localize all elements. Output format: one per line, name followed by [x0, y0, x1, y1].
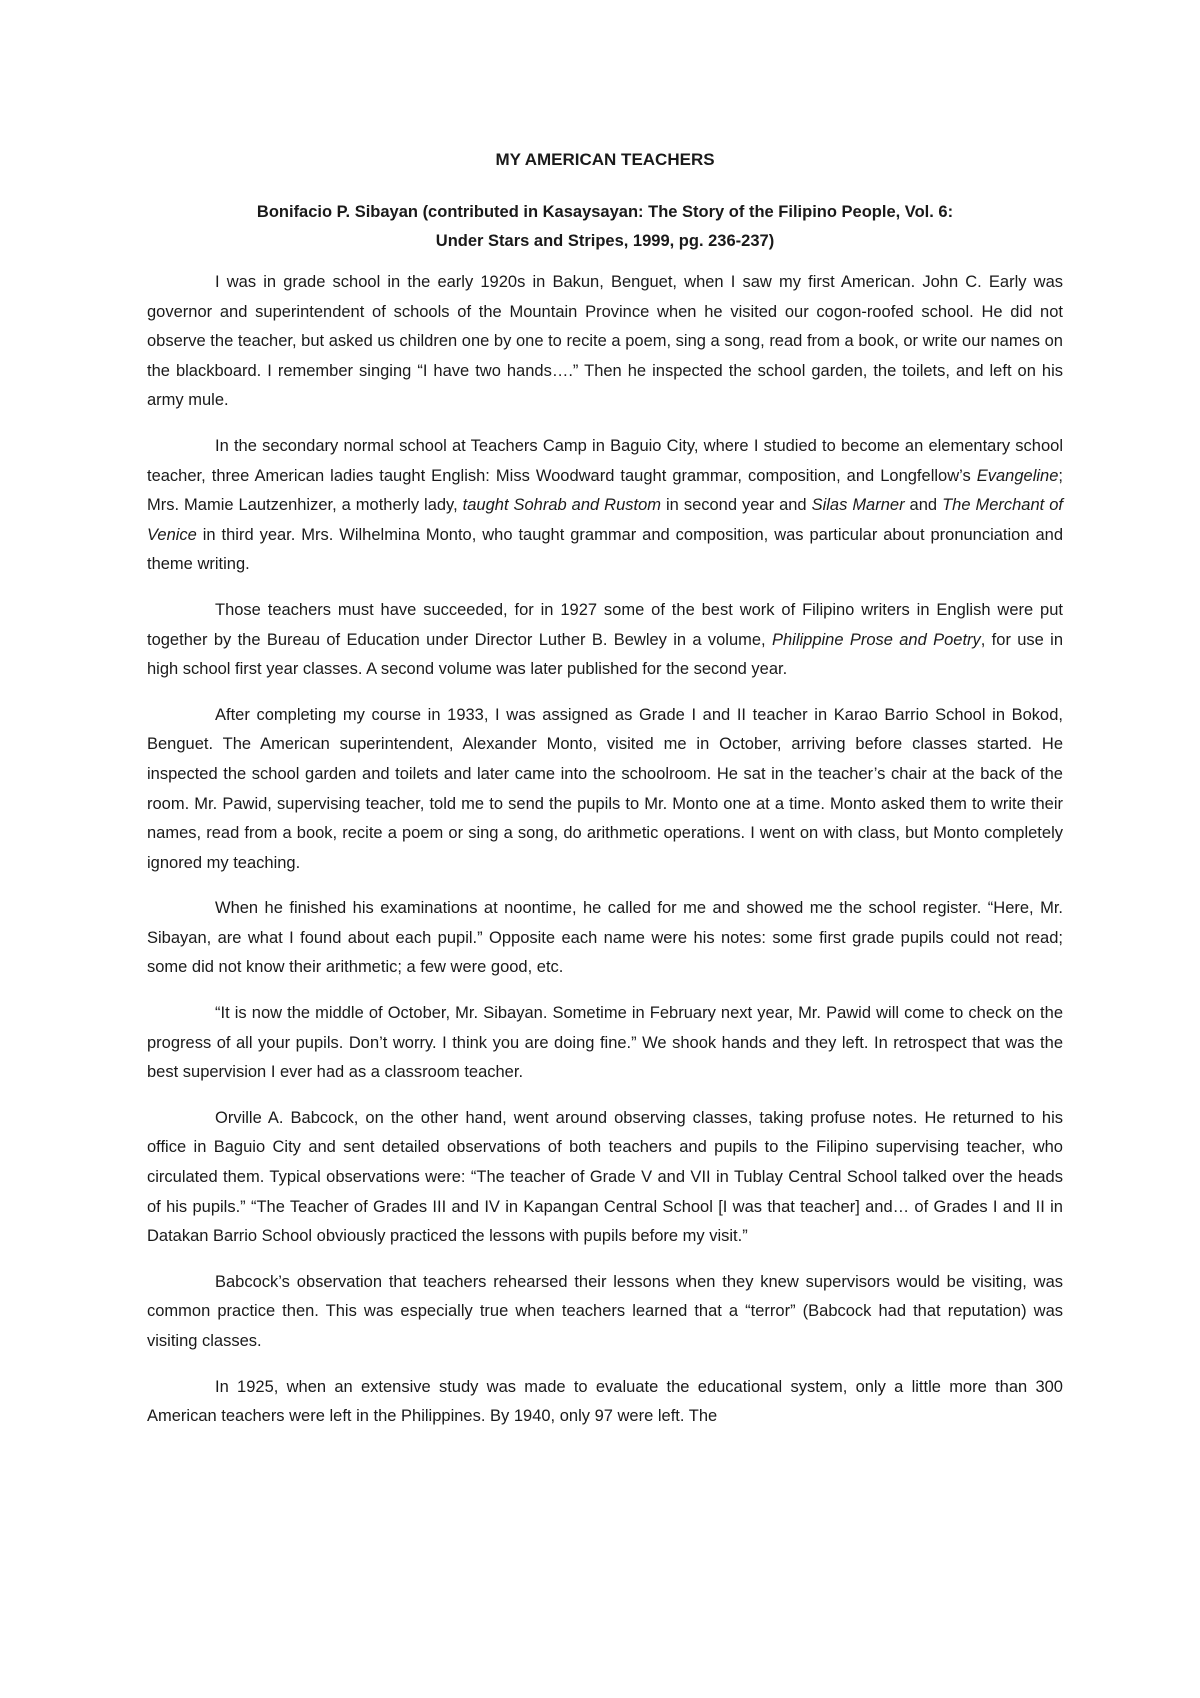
italic-title-evangeline: Evangeline	[976, 466, 1059, 485]
byline	[147, 198, 1063, 256]
text-run: in third year. Mrs. Wilhelmina Monto, who taught grammar and composition, was particular about pronunciation and theme writing.	[147, 525, 1063, 574]
italic-title-sohrab-and-rustom: taught Sohrab and Rustom	[462, 496, 662, 515]
paragraph-7: Orville A. Babcock, on the other hand, went around observing classes, taking profuse notes. He returned to his office in Baguio City and sent detailed observations of both teachers and pupils to the Filipino supervising teacher, who circulated them. Typical observations were: “The teacher of Grade V and VII in Tublay Central School talked over the heads of his pupils.” “The Teacher of Grades III and IV in Kapangan Central School [I was that teacher] and… of Grades I and II in Datakan Barrio School obviously practiced the lessons with pupils before my visit.”	[147, 1108, 1063, 1246]
text-run: Those teachers must have succeeded, for in 1927 some of the best work of Filipino writers in English were put together by the Bureau of Education under Director Luther B. Bewley in a volume,	[147, 600, 1063, 649]
document-title: MY AMERICAN TEACHERS	[495, 150, 715, 169]
paragraph-5: When he finished his examinations at noontime, he called for me and showed me the school register. “Here, Mr. Sibayan, are what I found about each pupil.” Opposite each name were his notes: some first grade pupils could not read; some did not know their arithmetic; a few were good, etc.	[147, 899, 1063, 977]
paragraph-6: “It is now the middle of October, Mr. Sibayan. Sometime in February next year, Mr. Pawid will come to check on the progress of all your pupils. Don’t worry. I think you are doing fine.” We shook hands and they left. In retrospect that was the best supervision I ever had as a classroom teacher.	[147, 1004, 1063, 1082]
text-run: ; Mrs. Mamie Lautzenhizer, a motherly lady,	[147, 466, 1063, 515]
italic-title-philippine-prose-and-poetry: Philippine Prose and Poetry	[771, 630, 981, 649]
byline-line-1: Bonifacio P. Sibayan (contributed in Kasaysayan: The Story of the Filipino People, Vol. 6:	[256, 203, 954, 221]
paragraph-3	[147, 596, 1063, 685]
italic-title-merchant-of-venice: The Merchant of Venice	[147, 496, 1063, 544]
paragraph-1: I was in grade school in the early 1920s in Bakun, Benguet, when I saw my first American. John C. Early was governor and superintendent of schools of the Mountain Province when he visited our cogon-roofed school. He did not observe the teacher, but asked us children one by one to recite a poem, sing a song, read from a book, or write our names on the blackboard. I remember singing “I have two hands….” Then he inspected the school garden, the toilets, and left on his army mule.	[147, 273, 1063, 410]
italic-title-silas-marner: Silas Marner	[811, 496, 905, 515]
paragraph-4: After completing my course in 1933, I was assigned as Grade I and II teacher in Karao Barrio School in Bokod, Benguet. The American superintendent, Alexander Monto, visited me in October, arriving before classes started. He inspected the school garden and toilets and later came into the schoolroom. He sat in the teacher’s chair at the back of the room. Mr. Pawid, supervising teacher, told me to send the pupils to Mr. Monto one at a time. Monto asked them to write their names, read from a book, recite a poem or sing a song, do arithmetic operations. I went on with class, but Monto completely ignored my teaching.	[147, 705, 1063, 872]
text-run: and	[904, 496, 943, 515]
text-run: in second year and	[661, 496, 812, 515]
paragraph-2	[147, 432, 1063, 580]
text-run: , for use in high school first year classes. A second volume was later published for the second year.	[147, 630, 1064, 679]
byline-line-2: Under Stars and Stripes, 1999, pg. 236-237)	[435, 232, 775, 250]
paragraph-9: In 1925, when an extensive study was made to evaluate the educational system, only a little more than 300 American teachers were left in the Philippines. By 1940, only 97 were left. The	[147, 1377, 1063, 1426]
paragraph-8: Babcock’s observation that teachers rehearsed their lessons when they knew supervisors would be visiting, was common practice then. This was especially true when teachers learned that a “terror” (Babcock had that reputation) was visiting classes.	[147, 1272, 1063, 1350]
text-run: In the secondary normal school at Teachers Camp in Baguio City, where I studied to become an elementary school teacher, three American ladies taught English: Miss Woodward taught grammar, composition, and Longfellow’s	[147, 436, 1063, 485]
